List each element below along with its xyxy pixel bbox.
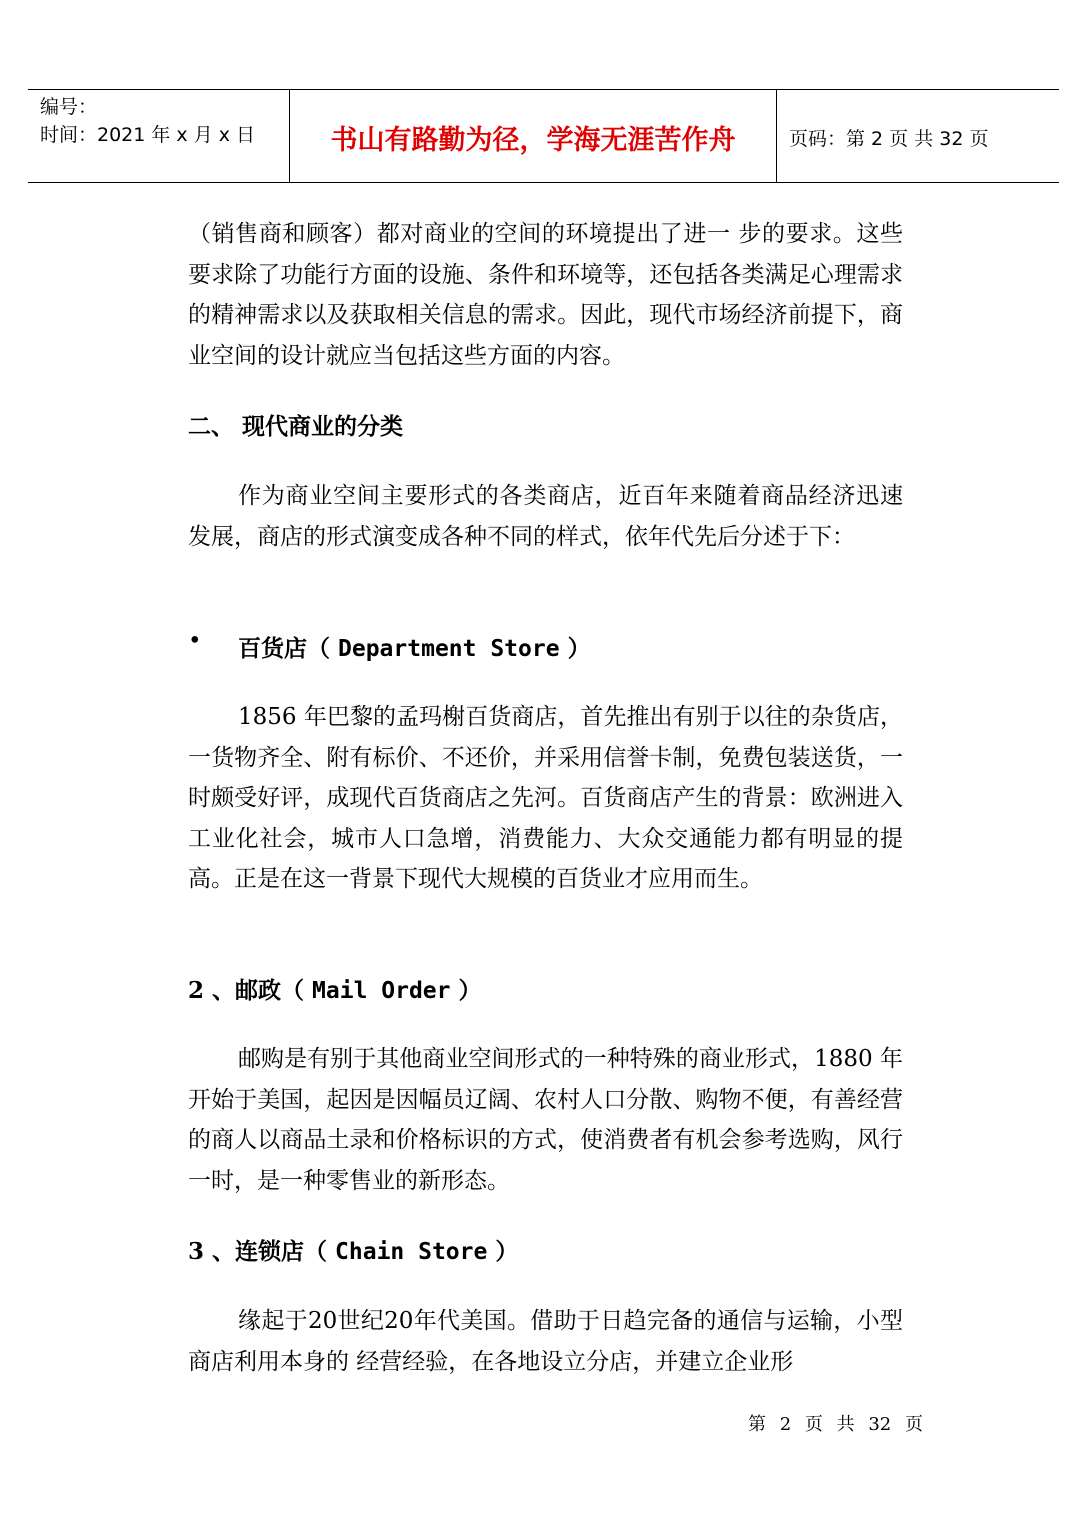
header-info-cell <box>28 90 290 182</box>
item-heading-cn: 百货店（ <box>238 635 330 662</box>
item-heading-en: Mail Order <box>312 978 451 1004</box>
bullet-marker: • <box>188 628 202 654</box>
paragraph-chain-store: 缘起于20世纪20年代美国。借助于日趋完备的通信与运输，小型商店利用本身的 经营经验，在各地设立分店，并建立企业形 <box>188 1308 903 1375</box>
item-heading-department-store <box>238 630 591 663</box>
item-heading-chain-store <box>188 1233 518 1266</box>
header-page-cell <box>777 90 1059 182</box>
item-heading-en: Department Store <box>338 636 560 662</box>
item-heading-close: ） <box>567 635 591 662</box>
document-time-label: 时间：2021 年 x 月 x 日 <box>40 124 256 146</box>
item-heading-cn: 2 、邮政（ <box>188 977 305 1004</box>
paragraph-intro: （销售商和顾客）都对商业的空间的环境提出了进一 步的要求。这些要求除了功能行方面的设施、条件和环境等，还包括各类满足心理需求的精神需求以及获取相关信息的需求。因此，现代市场经济前提下，商业空间的设计就应当包括这些方面的内容。 <box>188 221 903 369</box>
section-heading-classification: 二、 现代商业的分类 <box>188 413 404 440</box>
document-number-label: 编号： <box>40 96 98 118</box>
page-footer: 第 2 页 共 32 页 <box>748 1414 923 1435</box>
item-heading-close: ） <box>495 1238 519 1265</box>
paragraph-department-store: 1856 年巴黎的孟玛榭百货商店，首先推出有别于以往的杂货店，一货物齐全、附有标价、不还价，并采用信誉卡制，免费包装送货，一时颇受好评，成现代百货商店之先河。百货商店产生的背景：欧洲进入工业化社会，城市人口急增，消费能力、大众交通能力都有明显的提高。正是在这一背景下现代大规模的百货业才应用而生。 <box>188 704 903 892</box>
header-page-number: 页码：第 2 页 共 32 页 <box>789 128 989 150</box>
item-heading-cn: 3 、连锁店（ <box>188 1238 328 1265</box>
header-motto: 书山有路勤为径，学海无涯苦作舟 <box>330 125 736 156</box>
item-heading-en: Chain Store <box>335 1239 488 1265</box>
paragraph-classification-intro: 作为商业空间主要形式的各类商店，近百年来随着商品经济迅速发展，商店的形式演变成各种不同的样式，依年代先后分述于下： <box>188 483 903 550</box>
page-header <box>28 89 1059 183</box>
header-motto-cell <box>290 90 777 182</box>
item-heading-mail-order <box>188 972 482 1005</box>
paragraph-mail-order: 邮购是有别于其他商业空间形式的一种特殊的商业形式，1880 年开始于美国，起因是因幅员辽阔、农村人口分散、购物不便，有善经营的商人以商品土录和价格标识的方式，使消费者有机会参考选购，风行一时，是一种零售业的新形态。 <box>188 1046 903 1194</box>
item-heading-close: ） <box>458 977 482 1004</box>
